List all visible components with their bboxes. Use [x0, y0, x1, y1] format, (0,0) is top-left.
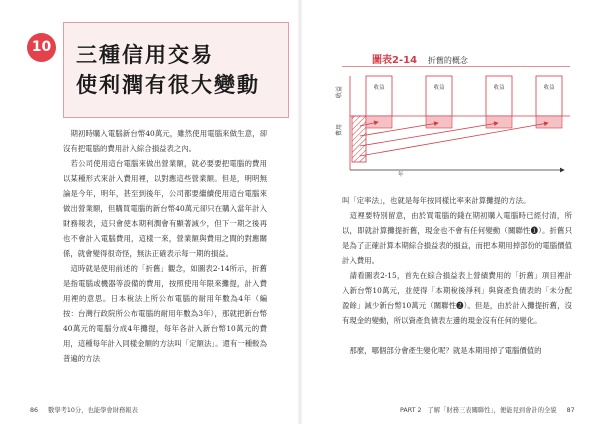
row-label-expense: 費用 [336, 123, 343, 136]
body-paragraph: 若公司使用這台電腦來做出營業額，就必要要把電腦的費用以某種形式來計入費用裡，以對應這些營業額。但是，明明無論是今年，明年，甚至到後年，公司都要繼續使用這台電腦來做出營業額，但購買電腦的新台幣40萬元卻只在購入當年計入財務報表，這只會使本期利潤會有顯著減少，但下一期之後再也不會計入電腦費用，這樣一來，營業額與費用之間的對應關係，就會變得很奇怪，無法正確表示每一期的損益。 [63, 159, 267, 258]
figure-rule [342, 66, 570, 67]
depreciation-slice [536, 116, 562, 128]
right-footer-title: 了解「財務三表關聯性」，便能見到會計的全貌 [427, 407, 557, 414]
right-footer-part: PART 2 [400, 407, 422, 414]
revenue-box [426, 76, 452, 116]
revenue-box-label: 收益 [373, 85, 385, 91]
right-page-number: 87 [566, 407, 575, 414]
depreciation-slice [426, 116, 452, 128]
figure-title [372, 51, 468, 66]
year-label: 年 [398, 172, 404, 178]
revenue-box-label: 收益 [543, 85, 555, 91]
depreciation-slice [366, 116, 392, 128]
row-label-revenue: 收益 [336, 85, 343, 98]
body-paragraph: 請看圖表2-15，首先在綜合損益表上營績費用的「折舊」項目裡計入新台幣10萬元，並使得「本期稅後淨利」與資產負債表的「未分配盈餘」減少新台幣10萬元（關聯性❷）。但是，由於計入攤提折舊，沒有現金的變動，所以資產負債表左邊的現金沒有任何的變化。 [342, 271, 572, 325]
revenue-box-label: 收益 [493, 85, 505, 91]
revenue-box [486, 76, 512, 116]
body-paragraph: 那麼，哪個部分會產生變化呢？就是本期用掉了電腦價值的 [342, 346, 542, 355]
revenue-box [366, 76, 392, 116]
body-paragraph: 期初時購入電腦新台幣40萬元，雖然使用電腦來做生意，卻沒有把電腦的費用計入綜合損益表之內。 [63, 129, 267, 153]
book-gutter [297, 0, 303, 424]
revenue-box-label: 收益 [433, 85, 445, 91]
chapter-number-badge: 10 [27, 33, 56, 62]
body-paragraph: 這裡要特別留意，由於買電腦的錢在期初購入電腦時已經付清，所以，即就計算攤提折舊，現金也不會有任何變動（關聯性❶）。折舊只是為了正確計算本期綜合損益表的損益，而把本期用掉部份的電腦價值計入費用。 [342, 211, 572, 265]
depreciation-slice [486, 116, 512, 128]
left-footer-title: 數學考10分，也能學會財務報表 [48, 407, 138, 414]
revenue-box [536, 76, 562, 116]
figure-caption: 折舊的概念 [427, 56, 468, 65]
figure-label: 圖表2-14 [372, 55, 418, 66]
body-paragraph: 這時就是使用前述的「折舊」觀念，如圖表2-14所示，折舊是指電腦或機器等設備的費用，按照使用年限來攤提，計入費用裡的意思。日本稅法上所公布電腦的耐用年數為4年（編按：台灣行政院所公布電腦的耐用年數為3年），那就把新台幣40萬元的電腦分成4年攤提，每年各計入新台幣10萬元的費用，這種每年計入同樣金額的方法叫「定額法」。還有一種較為普遍的方法 [63, 264, 267, 363]
left-page-number: 86 [30, 407, 39, 414]
depreciation-diagram [338, 70, 578, 180]
left-footer [30, 405, 138, 414]
body-paragraph: 叫「定率法」，也就是每年按同樣比率來計算攤提的方法。 [342, 196, 531, 205]
chapter-title-line-2: 使利潤有很大變動 [76, 73, 260, 97]
right-footer [400, 405, 575, 414]
chapter-title-line-1: 三種信用交易 [76, 43, 214, 67]
